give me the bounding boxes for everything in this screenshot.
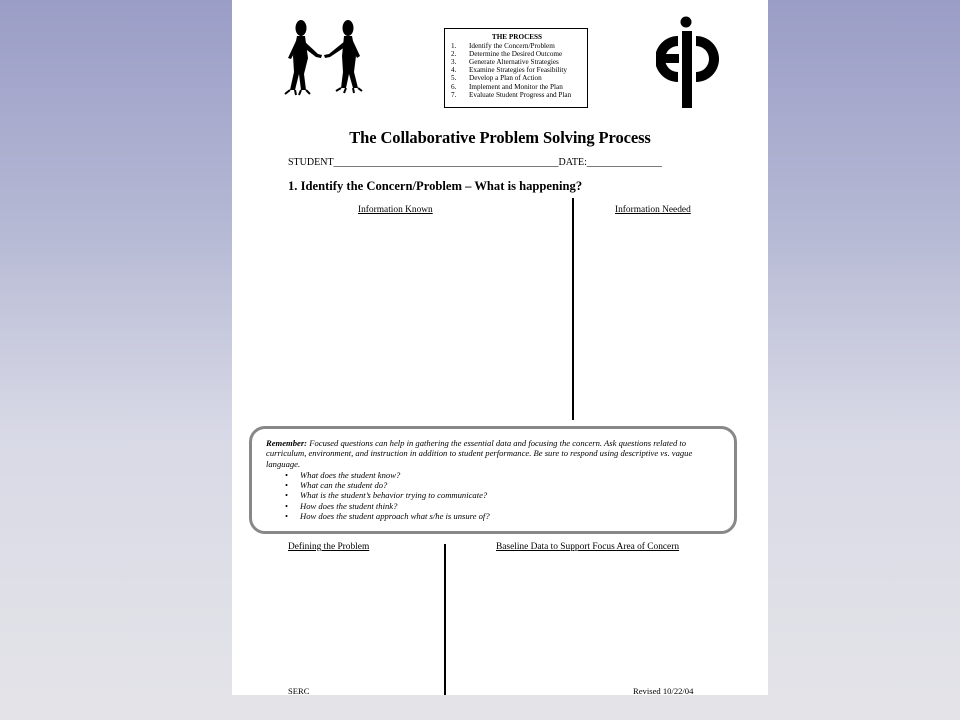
section-1-heading: 1. Identify the Concern/Problem – What is happening?	[288, 179, 583, 193]
process-step-number: 1.	[451, 42, 457, 51]
info-needed-label: Information Needed	[615, 205, 691, 215]
footer-org: SERC	[288, 686, 310, 696]
process-step	[451, 42, 583, 50]
process-step-number: 4.	[451, 66, 457, 75]
process-step	[451, 50, 583, 58]
process-step	[451, 66, 583, 74]
defining-problem-label: Defining the Problem	[288, 542, 370, 552]
organization-logo	[656, 14, 726, 110]
remember-note-box	[249, 426, 737, 534]
document-page	[232, 0, 768, 695]
question-item: • How does the student approach what s/he is unsure of?	[300, 511, 722, 521]
process-step-number: 5.	[451, 74, 457, 83]
process-step	[451, 58, 583, 66]
process-step-text: Evaluate Student Progress and Plan	[469, 90, 572, 99]
process-step	[451, 74, 583, 82]
process-step	[451, 83, 583, 91]
question-item: • How does the student think?	[300, 501, 722, 511]
question-item: • What can the student do?	[300, 480, 722, 490]
process-step-text: Examine Strategies for Feasibility	[469, 66, 568, 75]
remember-label: Remember:	[266, 438, 308, 448]
process-step-number: 2.	[451, 50, 457, 59]
process-step	[451, 91, 583, 99]
process-step-text: Identify the Concern/Problem	[469, 42, 555, 51]
remember-text: Focused questions can help in gathering the essential data and focusing the concern. Ask questions related to curriculum, environment, and instruction in addition to student performance. Be sure to respond using descriptive vs. vague language.	[266, 438, 693, 469]
process-step-number: 3.	[451, 58, 457, 67]
process-step-text: Determine the Desired Outcome	[469, 50, 563, 59]
student-date-line: STUDENT_____________________________________________DATE:_______________	[288, 157, 662, 168]
process-step-text: Develop a Plan of Action	[469, 74, 542, 83]
question-list	[266, 470, 722, 521]
document-title: The Collaborative Problem Solving Process	[349, 128, 651, 147]
baseline-data-label: Baseline Data to Support Focus Area of Concern	[496, 542, 680, 552]
process-step-text: Implement and Monitor the Plan	[469, 82, 563, 91]
process-title: THE PROCESS	[491, 33, 543, 41]
process-steps-box	[444, 28, 588, 108]
info-known-label: Information Known	[358, 205, 433, 215]
process-step-number: 7.	[451, 90, 457, 99]
column-divider-top	[572, 198, 574, 420]
question-item: • What is the student’s behavior trying to communicate?	[300, 490, 722, 500]
process-step-text: Generate Alternative Strategies	[469, 58, 559, 67]
footer-revised-date: Revised 10/22/04	[633, 686, 694, 696]
question-item: • What does the student know?	[300, 470, 722, 480]
process-step-number: 6.	[451, 82, 457, 91]
column-divider-bottom	[444, 544, 446, 695]
handshake-figures-illustration	[282, 16, 372, 100]
